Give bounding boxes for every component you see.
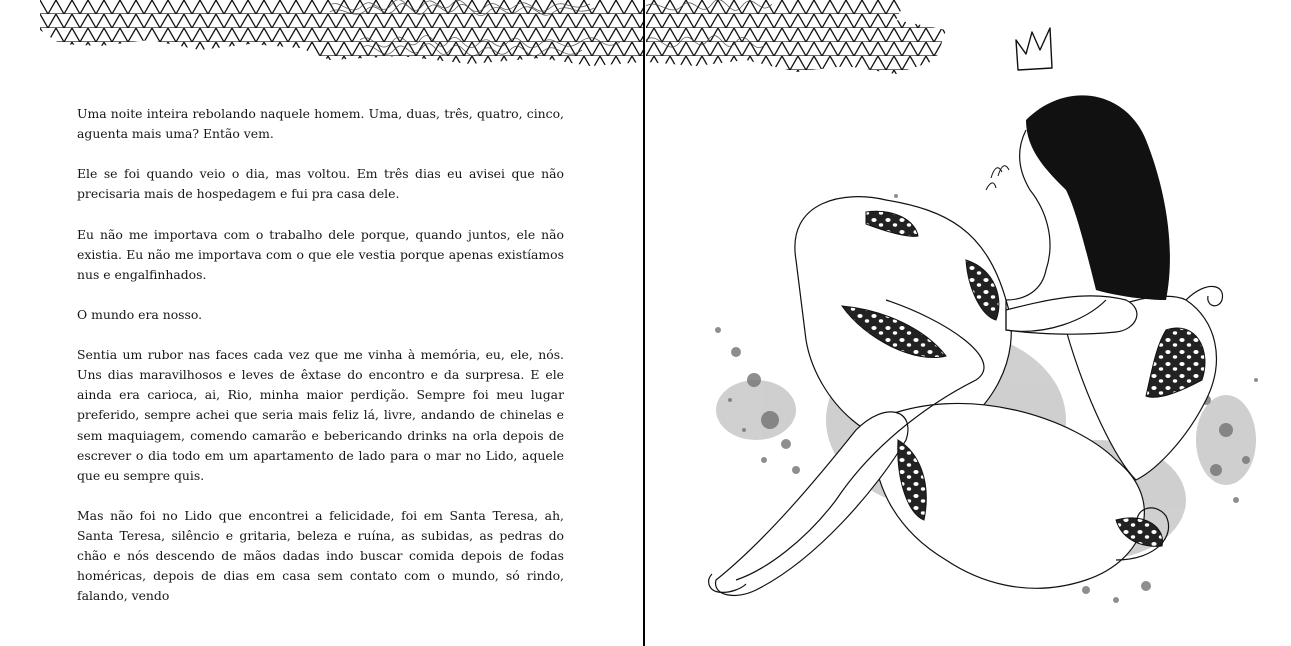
paragraph: Ele se foi quando veio o dia, mas voltou. Em três dias eu avisei que não precisaria mais de hospedagem e fui pra casa dele. bbox=[77, 166, 564, 202]
paragraph: O mundo era nosso. bbox=[77, 306, 203, 322]
page-gutter-line bbox=[643, 0, 645, 646]
right-page bbox=[646, 0, 1291, 646]
paragraph: Eu não me importava com o trabalho dele porque, quando juntos, ele não existia. Eu não me importava com o que ele vestia porque apenas existíamos nus e engalfinhados. bbox=[77, 226, 564, 282]
body-text bbox=[77, 104, 564, 606]
left-page bbox=[0, 0, 644, 646]
paragraph: Mas não foi no Lido que encontrei a felicidade, foi em Santa Teresa, ah, Santa Teresa, silêncio e gritaria, beleza e ruína, as subidas, as pedras do chão e nós descendo de mãos dadas indo buscar comida depois de fodas homéricas, depois de dias em casa sem contato com o mundo, só rindo, falando, vendo bbox=[77, 507, 564, 604]
ink-illustration bbox=[646, 0, 1291, 646]
paragraph: Uma noite inteira rebolando naquele homem. Uma, duas, três, quatro, cinco, aguenta mais uma? Então vem. bbox=[77, 106, 564, 142]
triangle-pattern-decoration bbox=[0, 0, 644, 80]
paragraph: Sentia um rubor nas faces cada vez que me vinha à memória, eu, ele, nós. Uns dias maravilhosos e leves de êxtase do encontro e da surpresa. E ele ainda era carioca, ai, Rio, minha maior perdição. Sempre foi meu lugar preferido, sempre achei que seria mais feliz lá, livre, andando de chinelas e sem maquiagem, comendo camarão e bebericando drinks na orla depois de escrever o dia todo em um apartamento de lado para o mar no Lido, aquele que eu sempre quis. bbox=[77, 347, 564, 483]
